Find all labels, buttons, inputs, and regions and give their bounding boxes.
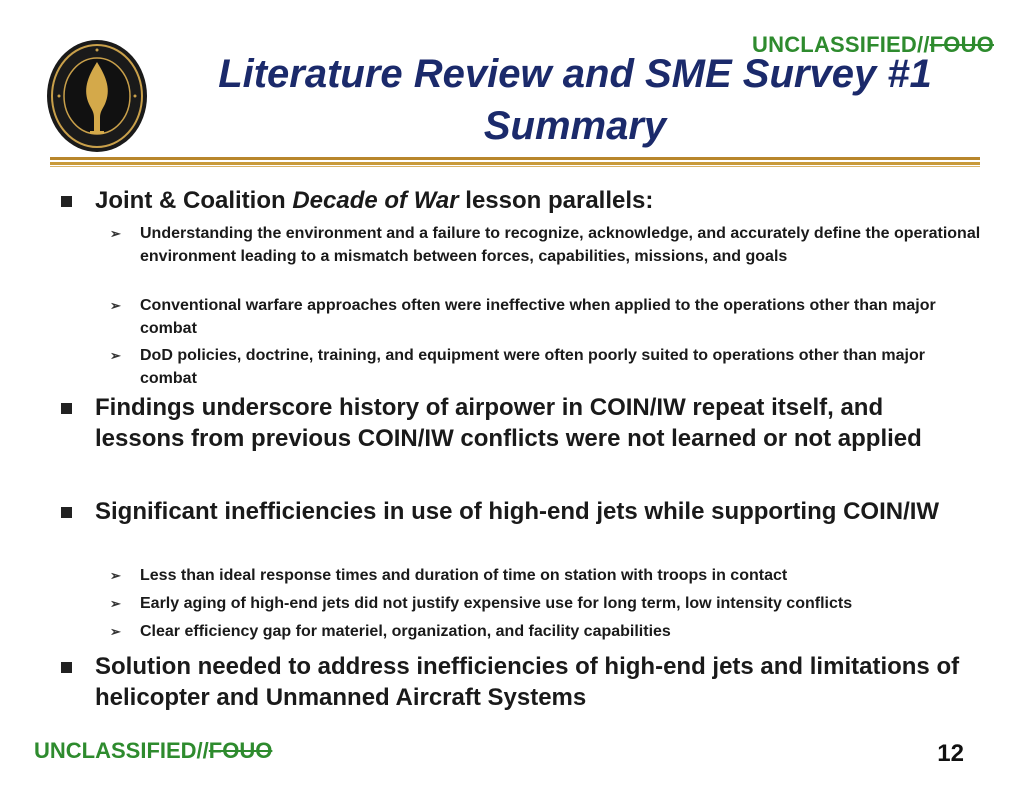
sub-bullet-item xyxy=(110,564,985,587)
classification-prefix: UNCLASSIFIED// xyxy=(752,32,930,57)
square-bullet-icon xyxy=(61,507,72,518)
bullet-text: Significant inefficiencies in use of high-end jets while supporting COIN/IW xyxy=(95,498,940,525)
ussocom-seal-icon xyxy=(45,38,149,154)
bullet-text-pre: Joint & Coalition xyxy=(95,187,293,214)
title-divider xyxy=(50,157,980,169)
bullet-text: Solution needed to address inefficiencies of high-end jets and limitations of helicopter and Unmanned Aircraft Systems xyxy=(95,653,960,711)
sub-bullet-text: Conventional warfare approaches often were ineffective when applied to the operations other than major combat xyxy=(140,297,936,337)
bullet-text-italic: Decade of War xyxy=(292,187,459,214)
slide-title-line1: Literature Review and SME Survey #1 xyxy=(218,52,932,96)
sub-bullet-item xyxy=(110,620,985,643)
arrowhead-bullet-icon: ➢ xyxy=(110,596,121,611)
classification-marking-bottom xyxy=(34,738,272,764)
classification-struck: FOUO xyxy=(208,738,273,763)
sub-bullet-item xyxy=(110,294,985,340)
square-bullet-icon xyxy=(61,196,72,207)
bullet-text: Findings underscore history of airpower in COIN/IW repeat itself, and lessons from previous COIN/IW conflicts were not learned or not applied xyxy=(95,394,922,452)
slide-title xyxy=(175,48,975,152)
classification-prefix: UNCLASSIFIED// xyxy=(34,738,209,763)
classification-struck: FOUO xyxy=(929,32,994,57)
square-bullet-icon xyxy=(61,403,72,414)
bullet-text-post: lesson parallels: xyxy=(458,187,654,214)
sub-bullet-item xyxy=(110,344,985,390)
sub-bullet-text: Less than ideal response times and duration of time on station with troops in contact xyxy=(140,567,788,584)
bullet-item xyxy=(95,392,975,454)
page-number: 12 xyxy=(937,740,964,767)
sub-bullet-text: Early aging of high-end jets did not justify expensive use for long term, low intensity conflicts xyxy=(140,595,853,612)
arrowhead-bullet-icon: ➢ xyxy=(110,226,121,241)
slide-title-line2: Summary xyxy=(483,104,667,148)
sub-bullet-item xyxy=(110,592,985,615)
bullet-item xyxy=(95,496,975,527)
bullet-item xyxy=(95,185,975,216)
sub-bullet-text: Understanding the environment and a failure to recognize, acknowledge, and accurately define the operational environment leading to a mismatch between forces, capabilities, missions, and goals xyxy=(140,225,981,265)
arrowhead-bullet-icon: ➢ xyxy=(110,348,121,363)
square-bullet-icon xyxy=(61,662,72,673)
bullet-item xyxy=(95,651,975,713)
sub-bullet-text: DoD policies, doctrine, training, and equipment were often poorly suited to operations other than major combat xyxy=(140,347,925,387)
arrowhead-bullet-icon: ➢ xyxy=(110,568,121,583)
sub-bullet-item xyxy=(110,222,985,268)
sub-bullet-text: Clear efficiency gap for materiel, organization, and facility capabilities xyxy=(140,623,671,640)
arrowhead-bullet-icon: ➢ xyxy=(110,298,121,313)
arrowhead-bullet-icon: ➢ xyxy=(110,624,121,639)
